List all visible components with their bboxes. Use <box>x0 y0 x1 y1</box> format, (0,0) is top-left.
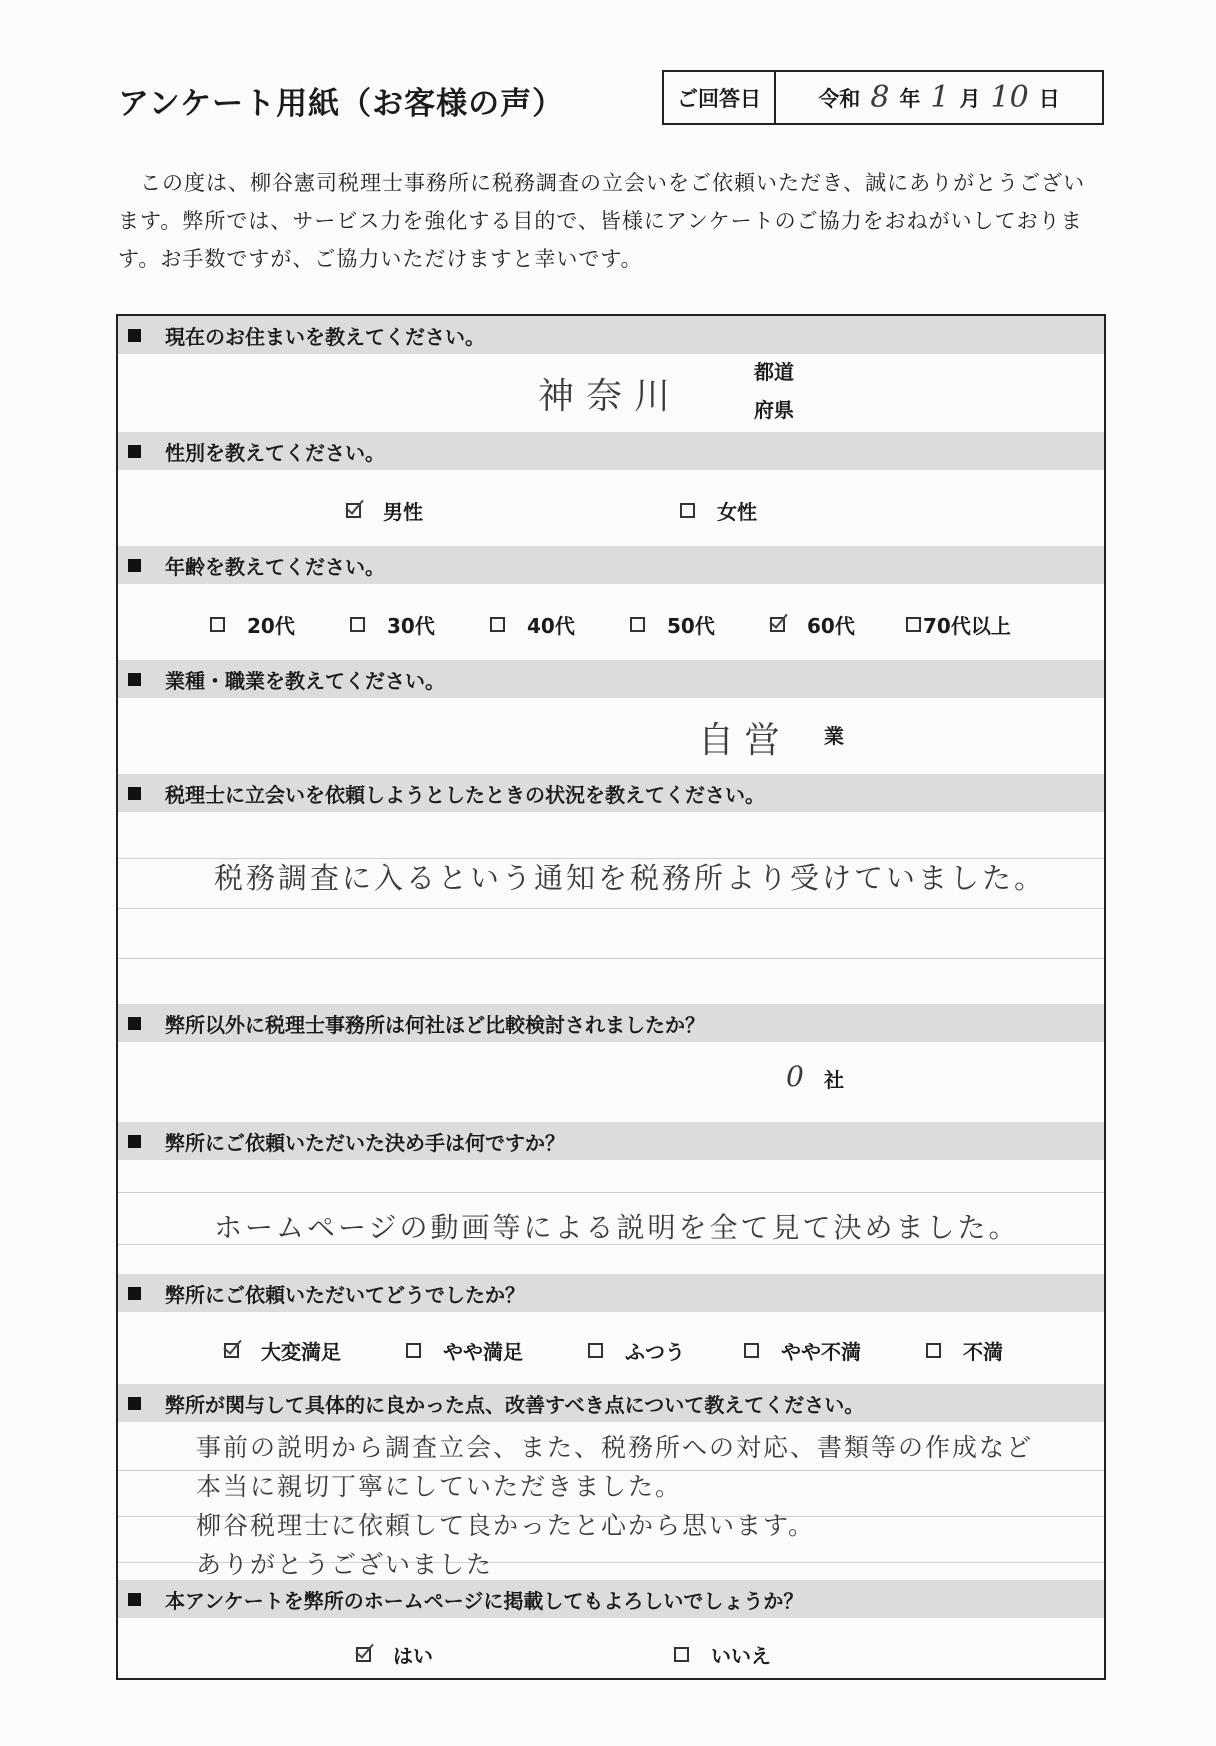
intro-text: この度は、柳谷憲司税理士事務所に税務調査の立会いをご依頼いただき、誠にありがとうございます。弊所では、サービス力を強化する目的で、皆様にアンケートのご協力をおねがいしております。お手数ですが、ご協力いただけますと幸いです。 <box>118 171 1086 271</box>
option-somewhat-satisfied[interactable] <box>406 1336 523 1365</box>
month-value: 1 <box>930 80 950 115</box>
option-label: 40代 <box>527 614 575 638</box>
option-very-satisfied[interactable] <box>224 1336 341 1365</box>
year-value: 8 <box>870 80 890 115</box>
month-unit: 月 <box>959 86 981 111</box>
checkbox-checked-icon[interactable] <box>346 503 361 518</box>
option-age-40s[interactable] <box>490 610 575 639</box>
bullet-square-icon <box>128 1135 141 1148</box>
option-neutral[interactable] <box>588 1336 685 1365</box>
suffix-sha: 社 <box>824 1068 844 1092</box>
day-unit: 日 <box>1038 86 1060 111</box>
answer-date-value <box>776 72 1102 123</box>
option-label: やや不満 <box>781 1340 861 1364</box>
option-label: 70代以上 <box>923 614 1011 638</box>
question-age <box>118 546 1104 584</box>
suffix-to-do: 都道 <box>754 360 794 384</box>
answer-residence <box>118 354 1104 432</box>
option-label: 30代 <box>387 614 435 638</box>
question-label: 性別を教えてください。 <box>165 440 385 465</box>
checkbox-checked-icon[interactable] <box>770 617 785 632</box>
option-label: はい <box>393 1644 433 1668</box>
page-title: アンケート用紙（お客様の声） <box>118 86 565 122</box>
option-label: 60代 <box>807 614 855 638</box>
bullet-square-icon <box>128 445 141 458</box>
question-label: 弊所にご依頼いただいてどうでしたか？ <box>165 1282 525 1307</box>
checkbox-checked-icon[interactable] <box>224 1343 239 1358</box>
option-label: 20代 <box>247 614 295 638</box>
feedback-line: 柳谷税理士に依頼して良かったと心から思います。 <box>196 1511 816 1540</box>
option-label: 女性 <box>717 500 757 524</box>
question-label: 本アンケートを弊所のホームページに掲載してもよろしいでしょうか？ <box>165 1588 804 1613</box>
option-no[interactable] <box>674 1640 771 1669</box>
answer-deciding-factor-text: ホームページの動画等による説明を全て見て決めました。 <box>214 1211 1020 1244</box>
question-feedback <box>118 1384 1104 1422</box>
bullet-square-icon <box>128 329 141 342</box>
question-occupation <box>118 660 1104 698</box>
option-age-70s-plus[interactable] <box>906 610 1011 639</box>
feedback-line: 事前の説明から調査立会、また、税務所への対応、書類等の作成など <box>196 1433 1034 1462</box>
answer-company-count: 0 <box>786 1060 804 1093</box>
answer-feedback-text <box>196 1428 1033 1584</box>
answer-gender <box>118 470 1104 546</box>
question-label: 年齢を教えてください。 <box>165 554 385 579</box>
option-age-20s[interactable] <box>210 610 295 639</box>
answer-date-label: ご回答日 <box>664 72 776 123</box>
bullet-square-icon <box>128 1397 141 1410</box>
answer-age <box>118 584 1104 660</box>
answer-comparison <box>118 1042 1104 1122</box>
checkbox-icon[interactable] <box>630 617 645 632</box>
option-label: いいえ <box>711 1644 771 1668</box>
bullet-square-icon <box>128 787 141 800</box>
answer-prefecture: 神奈川 <box>538 376 683 417</box>
option-male[interactable] <box>346 496 423 525</box>
question-publish-consent <box>118 1580 1104 1618</box>
era: 令和 <box>818 86 861 111</box>
question-label: 弊所が関与して具体的に良かった点、改善すべき点について教えてください。 <box>165 1392 865 1417</box>
answer-occupation <box>118 698 1104 774</box>
checkbox-icon[interactable] <box>744 1343 759 1358</box>
question-label: 現在のお住まいを教えてください。 <box>165 324 485 349</box>
option-dissatisfied[interactable] <box>926 1336 1003 1365</box>
bullet-square-icon <box>128 1017 141 1030</box>
option-age-60s[interactable] <box>770 610 855 639</box>
question-deciding-factor <box>118 1122 1104 1160</box>
checkbox-icon[interactable] <box>680 503 695 518</box>
suffix-gyo: 業 <box>824 724 844 748</box>
option-age-30s[interactable] <box>350 610 435 639</box>
option-age-50s[interactable] <box>630 610 715 639</box>
question-situation <box>118 774 1104 812</box>
question-gender <box>118 432 1104 470</box>
checkbox-icon[interactable] <box>490 617 505 632</box>
option-yes[interactable] <box>356 1640 433 1669</box>
answer-satisfaction <box>118 1312 1104 1384</box>
question-label: 弊所にご依頼いただいた決め手は何ですか？ <box>165 1130 565 1155</box>
option-somewhat-dissatisfied[interactable] <box>744 1336 861 1365</box>
answer-occupation-text: 自営 <box>698 720 791 761</box>
checkbox-checked-icon[interactable] <box>356 1647 371 1662</box>
option-label: 50代 <box>667 614 715 638</box>
checkbox-icon[interactable] <box>350 617 365 632</box>
option-label: やや満足 <box>443 1340 523 1364</box>
answer-deciding-factor <box>118 1160 1104 1274</box>
option-label: 不満 <box>963 1340 1003 1364</box>
feedback-line: ありがとうございました <box>196 1550 494 1579</box>
question-label: 弊所以外に税理士事務所は何社ほど比較検討されましたか？ <box>165 1012 705 1037</box>
day-value: 10 <box>990 80 1029 115</box>
answer-situation <box>118 812 1104 1004</box>
feedback-line: 本当に親切丁寧にしていただきました。 <box>196 1472 683 1501</box>
checkbox-icon[interactable] <box>674 1647 689 1662</box>
question-label: 業種・職業を教えてください。 <box>165 668 445 693</box>
bullet-square-icon <box>128 1593 141 1606</box>
checkbox-icon[interactable] <box>906 617 921 632</box>
checkbox-icon[interactable] <box>588 1343 603 1358</box>
answer-situation-text: 税務調査に入るという通知を税務所より受けていました。 <box>214 861 1047 895</box>
option-female[interactable] <box>680 496 757 525</box>
bullet-square-icon <box>128 1287 141 1300</box>
answer-feedback <box>118 1422 1104 1580</box>
question-label: 税理士に立会いを依頼しようとしたときの状況を教えてください。 <box>165 782 765 807</box>
survey-form <box>116 314 1106 1680</box>
question-satisfaction <box>118 1274 1104 1312</box>
checkbox-icon[interactable] <box>406 1343 421 1358</box>
year-unit: 年 <box>899 86 921 111</box>
bullet-square-icon <box>128 673 141 686</box>
answer-date-box <box>662 70 1104 125</box>
question-residence <box>118 316 1104 354</box>
option-label: 男性 <box>383 500 423 524</box>
question-comparison <box>118 1004 1104 1042</box>
bullet-square-icon <box>128 559 141 572</box>
option-label: 大変満足 <box>261 1340 341 1364</box>
checkbox-icon[interactable] <box>210 617 225 632</box>
option-label: ふつう <box>625 1340 685 1364</box>
answer-publish-consent <box>118 1618 1104 1680</box>
suffix-fu-ken: 府県 <box>754 398 794 422</box>
checkbox-icon[interactable] <box>926 1343 941 1358</box>
